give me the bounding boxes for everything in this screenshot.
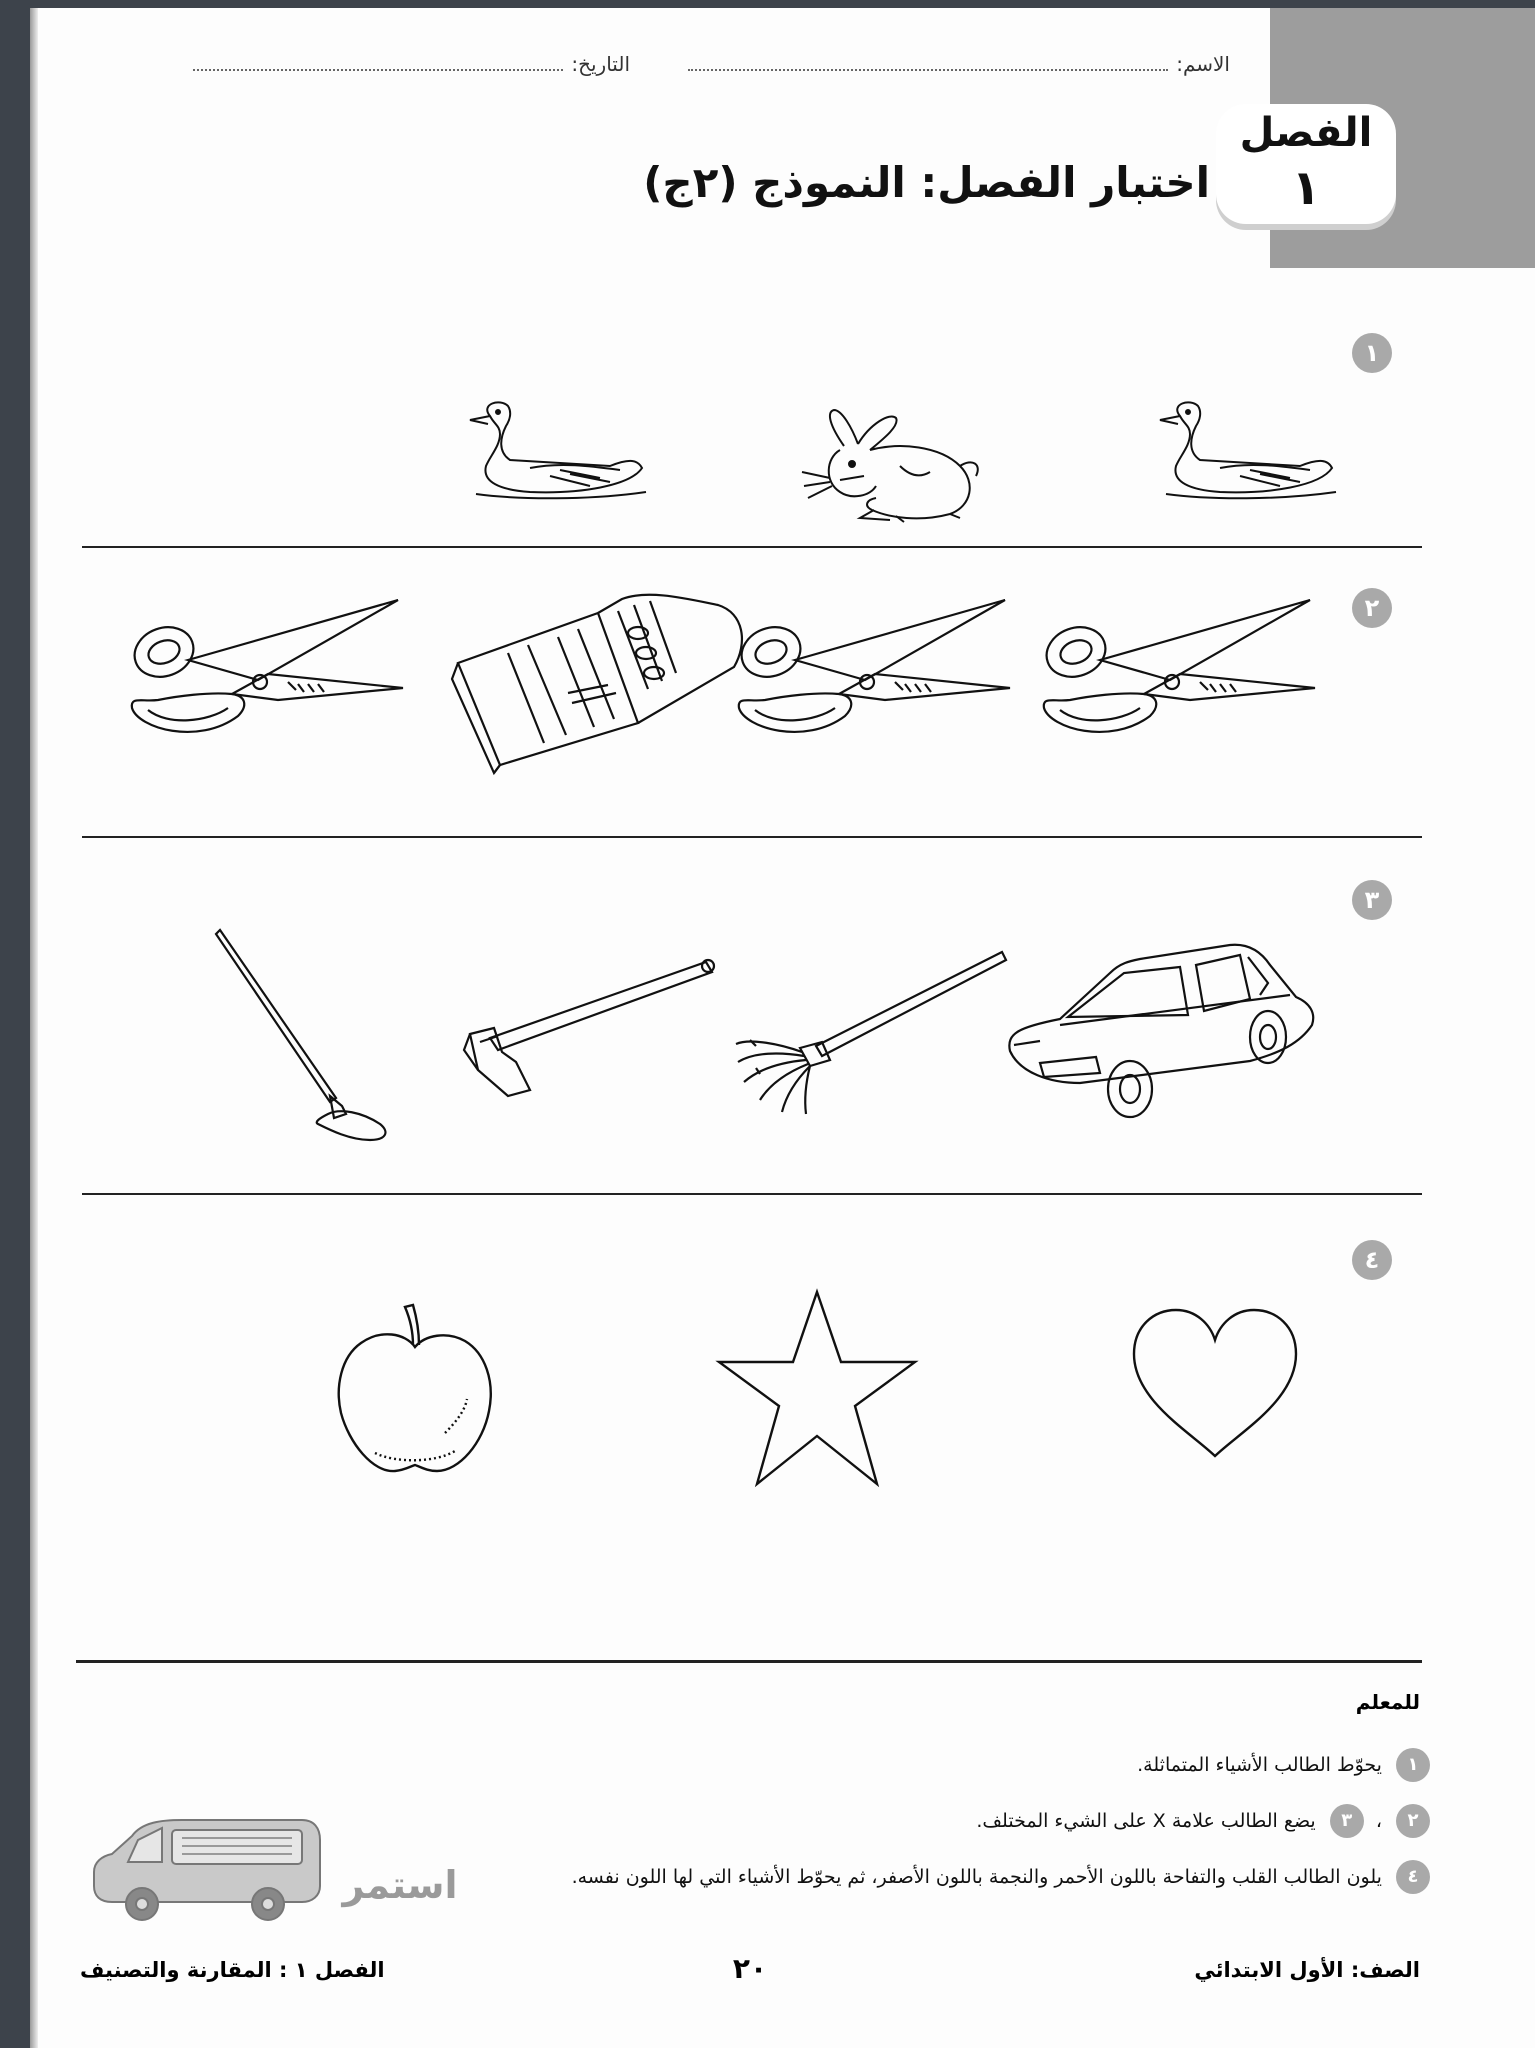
teacher-note-1 [430, 1748, 1430, 1782]
scissors-picture[interactable] [128, 596, 408, 756]
bus-icon [92, 1816, 322, 1926]
heart-picture[interactable] [1130, 1308, 1300, 1458]
note-2-badge: ٢ [1396, 1804, 1430, 1838]
chapter-number: ١ [1291, 160, 1321, 216]
car-picture[interactable] [1000, 933, 1320, 1123]
question-4-number: ٤ [1352, 1240, 1392, 1280]
note-1-text: يحوّط الطالب الأشياء المتماثلة. [1137, 1754, 1382, 1776]
note-2-text: يضع الطالب علامة X على الشيء المختلف. [976, 1810, 1316, 1832]
section-divider [82, 546, 1422, 548]
section-divider [82, 836, 1422, 838]
continue-label[interactable]: استمر [342, 1863, 458, 1907]
question-3-number: ٣ [1352, 880, 1392, 920]
shovel-picture[interactable] [210, 928, 430, 1148]
section-divider [76, 1660, 1422, 1663]
rake-picture[interactable] [730, 948, 1010, 1118]
teacher-note-2 [430, 1804, 1430, 1838]
date-label: التاريخ: [571, 52, 630, 76]
scissors-picture[interactable] [735, 596, 1015, 756]
page-title: اختبار الفصل: النموذج (٢ج) [643, 158, 1210, 207]
note-4-badge: ٤ [1396, 1860, 1430, 1894]
note-2-separator: ، [1375, 1810, 1382, 1832]
note-4-text: يلون الطالب القلب والتفاحة باللون الأحمر والنجمة باللون الأصفر، ثم يحوّط الأشياء التي لها اللون نفسه. [571, 1866, 1382, 1888]
duck-picture[interactable] [460, 396, 650, 506]
rabbit-picture[interactable] [800, 406, 990, 526]
question-2-number: ٢ [1352, 588, 1392, 628]
page-number: ٢٠ [732, 1952, 768, 1985]
note-3-badge: ٣ [1330, 1804, 1364, 1838]
name-field[interactable] [630, 52, 1230, 76]
worksheet-page [30, 8, 1535, 2048]
date-field[interactable] [140, 52, 630, 76]
duck-picture[interactable] [1150, 396, 1340, 506]
footer-grade: الصف: الأول الابتدائي [1194, 1958, 1420, 1982]
apple-picture[interactable] [335, 1303, 495, 1478]
name-label: الاسم: [1176, 52, 1230, 76]
star-picture[interactable] [715, 1288, 920, 1488]
crayon-box-picture[interactable] [448, 593, 748, 768]
note-1-badge: ١ [1396, 1748, 1430, 1782]
teacher-note-3 [430, 1860, 1430, 1894]
chapter-badge [1216, 104, 1396, 224]
section-divider [82, 1193, 1422, 1195]
teacher-notes-heading: للمعلم [1355, 1690, 1420, 1714]
question-1-number: ١ [1352, 333, 1392, 373]
scissors-picture[interactable] [1040, 596, 1320, 756]
chapter-label: الفصل [1239, 110, 1373, 156]
hoe-picture[interactable] [450, 958, 720, 1118]
page-binding-edge [30, 8, 38, 2048]
footer-chapter-topic: الفصل ١ : المقارنة والتصنيف [80, 1958, 385, 1982]
